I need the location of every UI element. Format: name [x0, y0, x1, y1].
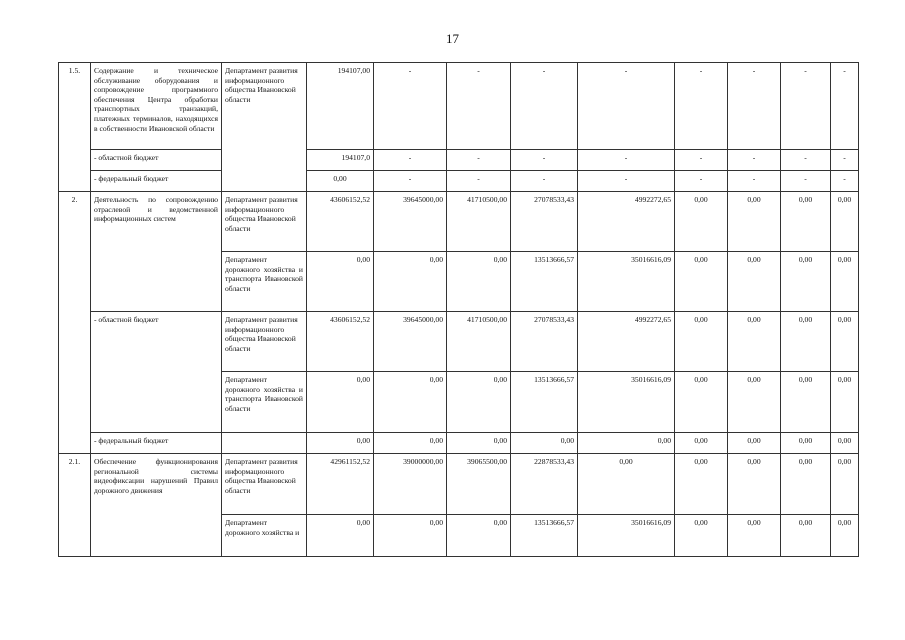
- table-cell: 0,00: [675, 433, 728, 454]
- table-row: [59, 171, 859, 192]
- table-cell: 0,00: [675, 515, 728, 557]
- row-name: - федеральный бюджет: [91, 171, 222, 192]
- table-cell: 0,00: [675, 252, 728, 312]
- table-cell: 0,00: [831, 312, 859, 372]
- table-cell: -: [675, 150, 728, 171]
- table-cell: 0,00: [781, 312, 831, 372]
- table-cell: 0,00: [728, 454, 781, 515]
- table-cell: 43606152,52: [307, 192, 374, 252]
- table-cell: 0,00: [728, 433, 781, 454]
- table-cell: -: [511, 63, 578, 150]
- table-cell: 41710500,00: [447, 192, 511, 252]
- table-cell: 43606152,52: [307, 312, 374, 372]
- table-cell: -: [511, 150, 578, 171]
- table-cell: 35016616,09: [578, 372, 675, 433]
- table-cell: 0,00: [728, 252, 781, 312]
- table-cell: 0,00: [781, 433, 831, 454]
- table-cell: 0,00: [831, 515, 859, 557]
- table-cell: 0,00: [307, 252, 374, 312]
- row-name: Деятельность по сопровождению отраслевой и ведомственной информационных систем: [91, 192, 222, 312]
- row-executor: Департамент развития информационного общества Ивановской области: [222, 63, 307, 192]
- table-cell: 13513666,57: [511, 515, 578, 557]
- row-executor: Департамент развития информационного общества Ивановской области: [222, 312, 307, 372]
- table-cell: 39645000,00: [374, 312, 447, 372]
- budget-table: [58, 62, 859, 557]
- table-cell: 0,00: [728, 515, 781, 557]
- table-cell: 0,00: [675, 454, 728, 515]
- page-number: 17: [446, 31, 459, 46]
- row-executor-empty: [222, 433, 307, 454]
- table-cell: 39645000,00: [374, 192, 447, 252]
- table-cell: -: [728, 63, 781, 150]
- table-cell: 42961152,52: [307, 454, 374, 515]
- table-cell: -: [447, 150, 511, 171]
- row-number: 2.: [59, 192, 91, 454]
- table-cell: 0,00: [447, 515, 511, 557]
- table-cell: 0,00: [728, 372, 781, 433]
- table-cell: 35016616,09: [578, 252, 675, 312]
- table-cell: -: [831, 171, 859, 192]
- table-cell: 0,00: [307, 171, 374, 192]
- table-cell: -: [578, 150, 675, 171]
- row-executor: Департамент развития информационного общества Ивановской области: [222, 454, 307, 515]
- table-cell: 0,00: [781, 192, 831, 252]
- row-name: Обеспечение функционирования региональной системы видеофиксации нарушений Правил дорожного движения: [91, 454, 222, 557]
- row-executor: Департамент дорожного хозяйства и: [222, 515, 307, 557]
- row-executor: Департамент дорожного хозяйства и транспорта Ивановской области: [222, 252, 307, 312]
- table-cell: 0,00: [307, 433, 374, 454]
- table-cell: 0,00: [374, 433, 447, 454]
- row-executor: Департамент развития информационного общества Ивановской области: [222, 192, 307, 252]
- table-cell: 39065500,00: [447, 454, 511, 515]
- table-cell: 0,00: [781, 372, 831, 433]
- row-name: - областной бюджет: [91, 150, 222, 171]
- table-cell: -: [831, 63, 859, 150]
- row-number: 2.1.: [59, 454, 91, 557]
- table-cell: 39000000,00: [374, 454, 447, 515]
- table-cell: 0,00: [781, 252, 831, 312]
- table-cell: 0,00: [447, 252, 511, 312]
- table-cell: 194107,00: [307, 63, 374, 150]
- table-cell: 0,00: [447, 433, 511, 454]
- table-cell: 0,00: [831, 192, 859, 252]
- table-cell: -: [374, 171, 447, 192]
- table-cell: -: [781, 150, 831, 171]
- table-cell: 0,00: [578, 433, 675, 454]
- table-cell: 35016616,09: [578, 515, 675, 557]
- table-cell: 0,00: [511, 433, 578, 454]
- table-row: [59, 63, 859, 150]
- table-cell: -: [447, 171, 511, 192]
- table-cell: 0,00: [781, 515, 831, 557]
- table-cell: 4992272,65: [578, 312, 675, 372]
- table-cell: 0,00: [307, 372, 374, 433]
- table-cell: -: [511, 171, 578, 192]
- table-cell: 0,00: [675, 192, 728, 252]
- table-cell: 0,00: [675, 312, 728, 372]
- table-cell: 13513666,57: [511, 372, 578, 433]
- table-cell: -: [675, 171, 728, 192]
- table-cell: -: [374, 63, 447, 150]
- table-cell: 0,00: [374, 252, 447, 312]
- row-name: - федеральный бюджет: [91, 433, 222, 454]
- table-row: [59, 192, 859, 252]
- table-cell: 0,00: [675, 372, 728, 433]
- table-cell: -: [578, 63, 675, 150]
- table-cell: -: [781, 171, 831, 192]
- table-cell: 0,00: [307, 515, 374, 557]
- table-cell: -: [728, 171, 781, 192]
- table-row: [59, 433, 859, 454]
- table-cell: 0,00: [374, 515, 447, 557]
- table-cell: -: [578, 171, 675, 192]
- row-executor: Департамент дорожного хозяйства и транспорта Ивановской области: [222, 372, 307, 433]
- table-cell: 0,00: [831, 433, 859, 454]
- table-cell: 0,00: [831, 454, 859, 515]
- table-cell: 0,00: [578, 454, 675, 515]
- table-row: [59, 454, 859, 515]
- table-cell: -: [374, 150, 447, 171]
- table-cell: -: [675, 63, 728, 150]
- table-cell: -: [447, 63, 511, 150]
- table-cell: 4992272,65: [578, 192, 675, 252]
- table-cell: 13513666,57: [511, 252, 578, 312]
- table-row: [59, 150, 859, 171]
- table-cell: 0,00: [781, 454, 831, 515]
- table-cell: 0,00: [728, 192, 781, 252]
- table-cell: -: [831, 150, 859, 171]
- table-cell: 0,00: [831, 372, 859, 433]
- table-cell: 41710500,00: [447, 312, 511, 372]
- table-cell: 0,00: [447, 372, 511, 433]
- table-cell: -: [781, 63, 831, 150]
- row-number: 1.5.: [59, 63, 91, 192]
- table-cell: 0,00: [374, 372, 447, 433]
- table-cell: 27078533,43: [511, 192, 578, 252]
- table-cell: 22878533,43: [511, 454, 578, 515]
- table-cell: 0,00: [728, 312, 781, 372]
- row-name: - областной бюджет: [91, 312, 222, 433]
- table-cell: -: [728, 150, 781, 171]
- table-cell: 0,00: [831, 252, 859, 312]
- table-row: [59, 312, 859, 372]
- table-cell: 27078533,43: [511, 312, 578, 372]
- row-name: Содержание и техническое обслуживание оборудования и сопровождение программного обеспечения Центра обработки транспортных транзакций, платежных терминалов, находящихся в собственности Ивановской области: [91, 63, 222, 150]
- table-cell: 194107,0: [307, 150, 374, 171]
